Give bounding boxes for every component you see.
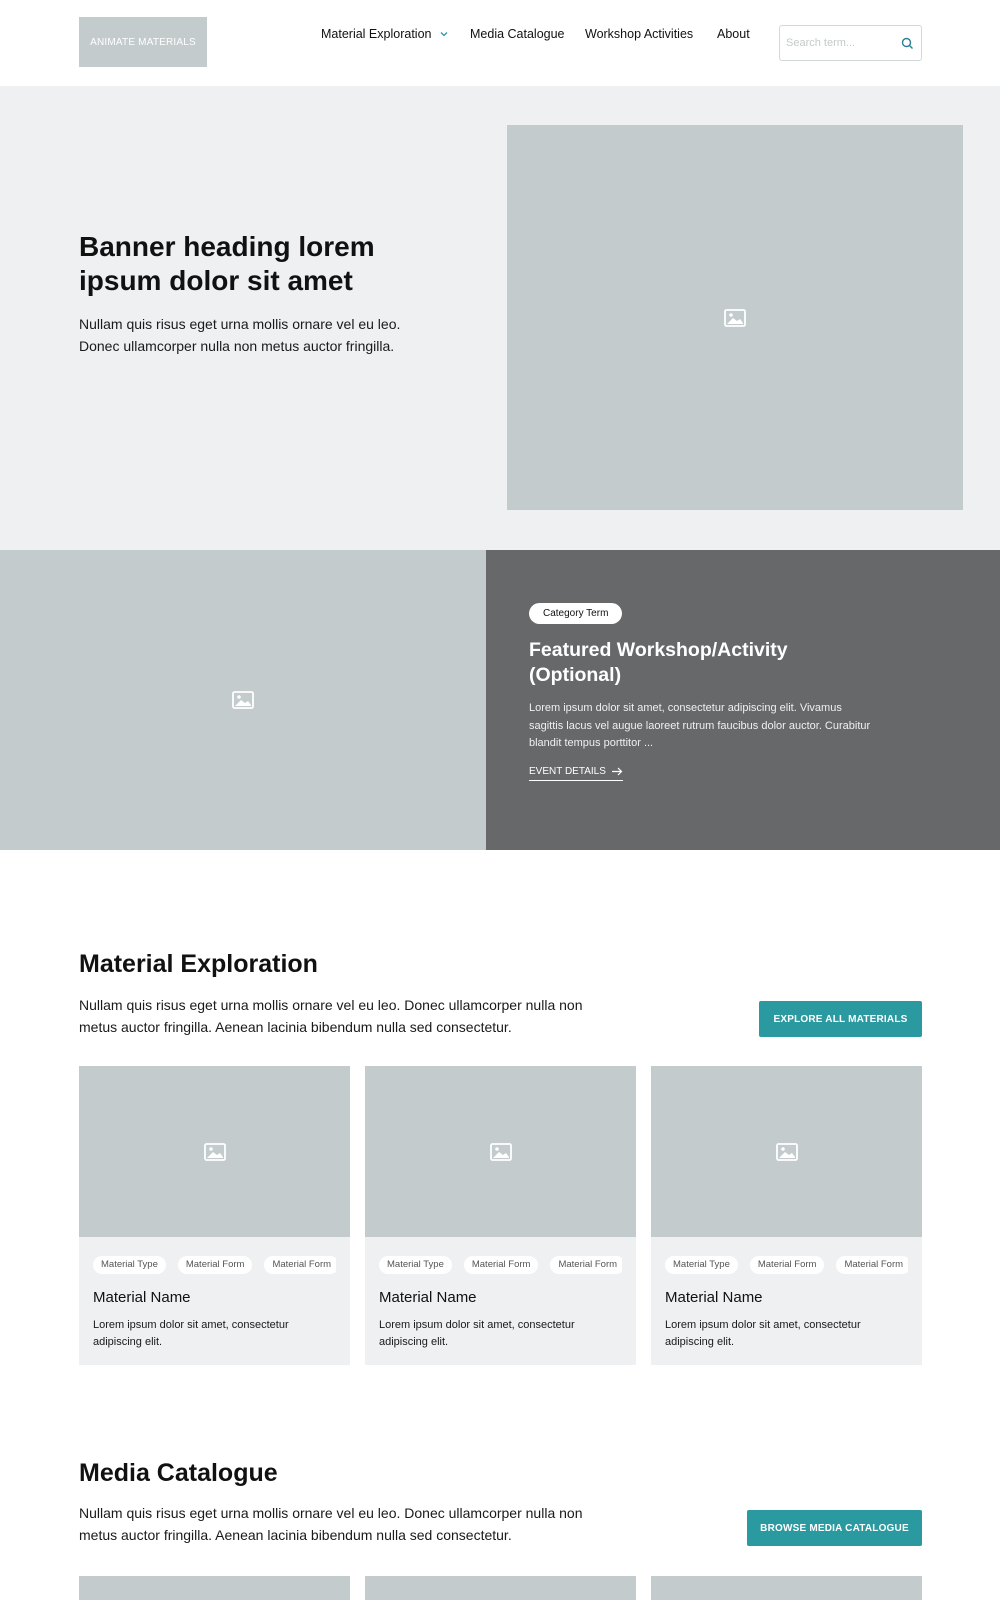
image-placeholder-icon — [232, 691, 254, 709]
media-title: Media Catalogue — [79, 1459, 278, 1487]
media-image — [79, 1576, 350, 1600]
material-tag[interactable]: Material Type — [665, 1256, 738, 1274]
hero-title: Banner heading lorem ipsum dolor sit amet — [79, 231, 375, 296]
site-header — [0, 0, 1000, 86]
material-tag[interactable]: Material Form — [550, 1256, 622, 1274]
site-logo[interactable]: ANIMATE MATERIALS — [79, 17, 207, 67]
event-details-label: EVENT DETAILS — [529, 766, 606, 777]
nav-item-workshop-activities[interactable] — [585, 27, 693, 41]
featured-text: Lorem ipsum dolor sit amet, consectetur adipiscing elit. Vivamus sagittis lacus vel augue laoreet rutrum faucibus dolor auctor. Curabitur blandit tempus porttitor ... — [529, 702, 871, 749]
material-tag[interactable]: Material Form — [836, 1256, 908, 1274]
hero-banner — [0, 86, 1000, 550]
browse-media-catalogue-button[interactable]: BROWSE MEDIA CATALOGUE — [747, 1510, 922, 1546]
arrow-right-icon — [612, 767, 623, 776]
material-tags — [665, 1254, 908, 1276]
material-tag[interactable]: Material Form — [464, 1256, 539, 1274]
search-input[interactable] — [786, 34, 896, 52]
material-card[interactable] — [651, 1066, 922, 1365]
nav-item-label: Material Exploration — [321, 27, 432, 41]
nav-item-label: Workshop Activities — [585, 27, 694, 41]
nav-item-media-catalogue[interactable] — [470, 27, 565, 41]
material-tag[interactable]: Material Form — [178, 1256, 253, 1274]
category-badge[interactable]: Category Term — [529, 603, 622, 624]
image-placeholder-icon — [776, 1143, 798, 1161]
materials-text: Nullam quis risus eget urna mollis ornare vel eu leo. Donec ullamcorper nulla non metus auctor fringilla. Aenean lacinia bibendum nulla sed consectetur. — [79, 997, 583, 1035]
material-card[interactable] — [79, 1066, 350, 1365]
hero-image — [507, 125, 963, 510]
image-placeholder-icon — [724, 309, 746, 327]
material-tag[interactable]: Material Form — [264, 1256, 336, 1274]
material-image — [365, 1066, 636, 1237]
material-description: Lorem ipsum dolor sit amet, consectetur adipiscing elit. — [93, 1319, 289, 1348]
material-tag[interactable]: Material Type — [379, 1256, 452, 1274]
image-placeholder-icon — [204, 1143, 226, 1161]
material-description: Lorem ipsum dolor sit amet, consectetur adipiscing elit. — [665, 1319, 861, 1348]
material-tag[interactable]: Material Form — [750, 1256, 825, 1274]
media-card[interactable] — [651, 1576, 922, 1600]
explore-all-materials-button[interactable]: EXPLORE ALL MATERIALS — [759, 1001, 922, 1037]
material-name: Material Name — [665, 1289, 763, 1306]
nav-item-about[interactable] — [717, 27, 750, 41]
media-image — [365, 1576, 636, 1600]
media-text: Nullam quis risus eget urna mollis ornare vel eu leo. Donec ullamcorper nulla non metus auctor fringilla. Aenean lacinia bibendum nulla sed consectetur. — [79, 1505, 583, 1543]
media-image — [651, 1576, 922, 1600]
nav-item-label: Media Catalogue — [470, 27, 565, 41]
material-description: Lorem ipsum dolor sit amet, consectetur adipiscing elit. — [379, 1319, 575, 1348]
media-card[interactable] — [79, 1576, 350, 1600]
materials-title: Material Exploration — [79, 950, 318, 978]
featured-image — [0, 550, 486, 850]
search-icon[interactable] — [901, 37, 914, 50]
nav-item-material-exploration[interactable] — [321, 27, 449, 41]
material-tags — [379, 1254, 622, 1276]
material-card[interactable] — [365, 1066, 636, 1365]
material-tags — [93, 1254, 336, 1276]
nav-item-label: About — [717, 27, 750, 41]
featured-title: Featured Workshop/Activity (Optional) — [529, 639, 788, 686]
material-name: Material Name — [93, 1289, 191, 1306]
media-card[interactable] — [365, 1576, 636, 1600]
material-image — [79, 1066, 350, 1237]
hero-text: Nullam quis risus eget urna mollis ornare vel eu leo. Donec ullamcorper nulla non metus auctor fringilla. — [79, 316, 401, 354]
material-image — [651, 1066, 922, 1237]
search-box — [779, 25, 922, 61]
event-details-link[interactable] — [529, 766, 623, 781]
image-placeholder-icon — [490, 1143, 512, 1161]
featured-workshop — [0, 550, 1000, 850]
chevron-down-icon — [439, 29, 449, 39]
featured-panel — [486, 550, 1000, 850]
material-tag[interactable]: Material Type — [93, 1256, 166, 1274]
material-name: Material Name — [379, 1289, 477, 1306]
